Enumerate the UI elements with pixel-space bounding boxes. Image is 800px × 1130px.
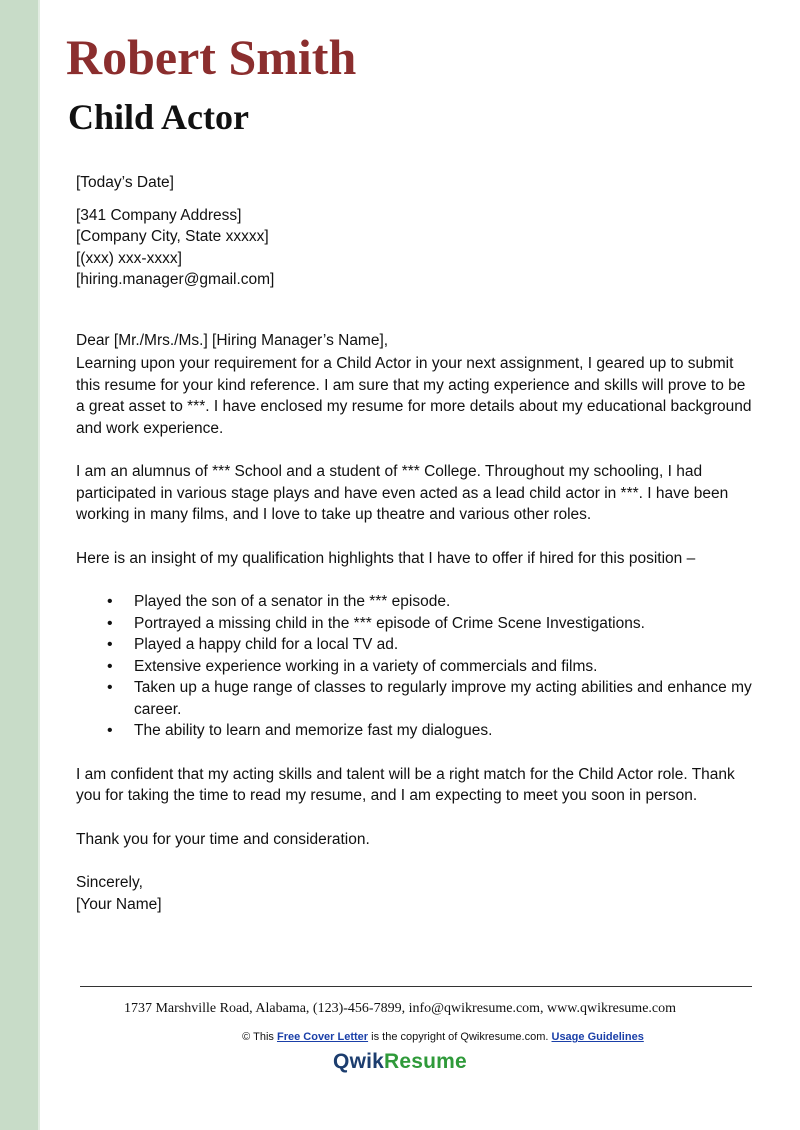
list-item: • Extensive experience working in a variety of commercials and films.	[134, 656, 756, 678]
paragraph-intro: Learning upon your requirement for a Child Actor in your next assignment, I geared up to submit this resume for your kind reference. I am sure that my acting experience and skills will prove to be a great asset to ***. I have enclosed my resume for more details about my educational background and work experience.	[76, 355, 752, 437]
paragraph-education: I am an alumnus of *** School and a student of *** College. Throughout my schooling, I had participated in various stage plays and have even acted as a lead child actor in ***. I have been working in many films, and I love to take up theatre and various other roles.	[76, 463, 729, 523]
list-item: • Played a happy child for a local TV ad.	[134, 634, 756, 656]
copyright-notice	[0, 1031, 800, 1043]
letter-body	[76, 172, 756, 915]
highlights-list	[76, 591, 756, 742]
letter-date: [Today’s Date]	[76, 174, 174, 191]
qwikresume-logo[interactable]	[0, 1050, 800, 1074]
paragraph-highlights-intro: Here is an insight of my qualification highlights that I have to offer if hired for this position –	[76, 549, 696, 567]
footer-contact: 1737 Marshville Road, Alabama, (123)-456-7899, info@qwikresume.com, www.qwikresume.com	[123, 1001, 677, 1016]
sign-off: Sincerely,	[76, 874, 143, 891]
logo-part-resume: Resume	[384, 1050, 467, 1073]
signature: [Your Name]	[76, 895, 162, 913]
recipient-phone: [(xxx) xxx-xxxx]	[76, 249, 182, 267]
copyright-prefix: © This	[242, 1031, 274, 1043]
job-title: Child Actor	[68, 97, 250, 137]
paragraph-closing: I am confident that my acting skills and talent will be a right match for the Child Actor role. Thank you for taking the time to read my resume, and I am expecting to meet you soon in person.	[76, 765, 735, 804]
logo-part-qwik: Qwik	[333, 1050, 385, 1073]
list-item: • The ability to learn and memorize fast my dialogues.	[134, 720, 756, 742]
thanks-line: Thank you for your time and consideration.	[76, 830, 370, 848]
recipient-email: [hiring.manager@gmail.com]	[76, 271, 275, 288]
list-item: • Played the son of a senator in the *** episode.	[134, 591, 756, 613]
recipient-address: [341 Company Address]	[76, 206, 242, 224]
applicant-name: Robert Smith	[66, 29, 357, 85]
usage-guidelines-link[interactable]: Usage Guidelines	[551, 1031, 644, 1043]
salutation: Dear [Mr./Mrs./Ms.] [Hiring Manager’s Name],	[76, 331, 389, 349]
list-item: • Taken up a huge range of classes to regularly improve my acting abilities and enhance my career.	[134, 677, 756, 720]
copyright-middle: is the copyright of Qwikresume.com.	[371, 1031, 549, 1043]
list-item: • Portrayed a missing child in the *** episode of Crime Scene Investigations.	[134, 613, 756, 635]
decorative-sidebar	[0, 0, 40, 1130]
recipient-city-state: [Company City, State xxxxx]	[76, 228, 269, 245]
footer-divider	[80, 986, 752, 987]
free-cover-letter-link[interactable]: Free Cover Letter	[276, 1031, 369, 1043]
